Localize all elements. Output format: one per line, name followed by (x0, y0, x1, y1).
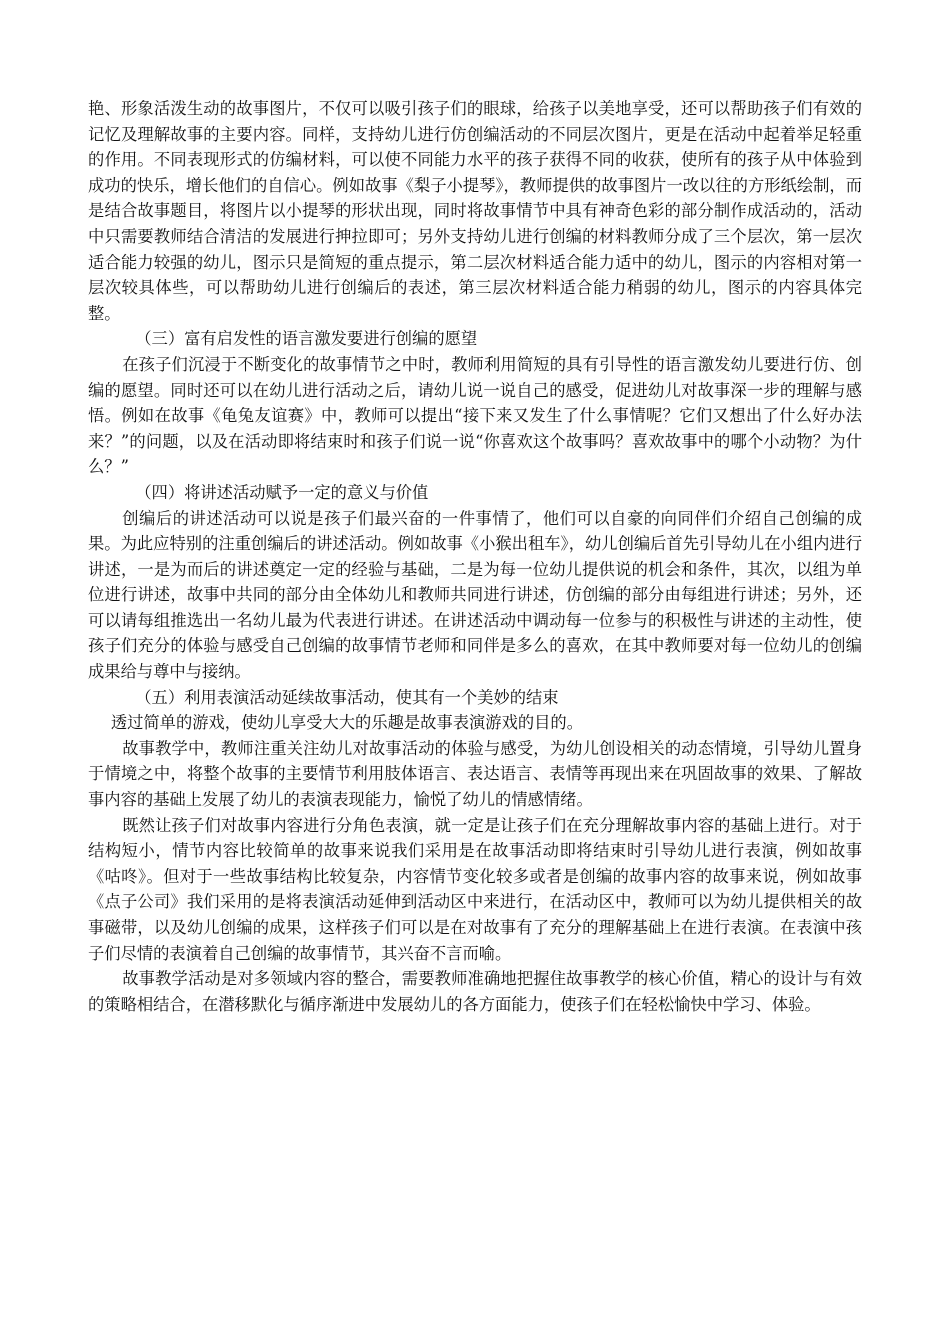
body-paragraph: 故事教学中，教师注重关注幼儿对故事活动的体验与感受，为幼儿创设相关的动态情境，引导幼儿置身于情境之中，将整个故事的主要情节利用肢体语言、表达语言、表情等再现出来在巩固故事的效果、了解故事内容的基础上发展了幼儿的表演表现能力，愉悦了幼儿的情感情绪。 (88, 738, 862, 810)
section-heading: （三）富有启发性的语言激发要进行创编的愿望 (135, 329, 478, 349)
body-paragraph: 透过简单的游戏，使幼儿享受大大的乐趣是故事表演游戏的目的。 (110, 713, 583, 733)
section-heading: （四）将讲述活动赋予一定的意义与价值 (135, 482, 429, 502)
body-paragraph: 既然让孩子们对故事内容进行分角色表演，就一定是让孩子们在充分理解故事内容的基础上进行。对于结构短小，情节内容比较简单的故事来说我们采用是在故事活动即将结束时引导幼儿进行表演，例如故事《咕咚》。但对于一些故事结构比较复杂，内容情节变化较多或者是创编的故事内容的故事来说，例如故事《点子公司》我们采用的是将表演活动延伸到活动区中来进行，在活动区中，教师可以为幼儿提供相关的故事磁带，以及幼儿创编的成果，这样孩子们可以是在对故事有了充分的理解基础上在进行表演。在表演中孩子们尽情的表演着自己创编的故事情节，其兴奋不言而喻。 (88, 815, 862, 963)
body-paragraph: 创编后的讲述活动可以说是孩子们最兴奋的一件事情了，他们可以自豪的向同伴们介绍自己创编的成果。为此应特别的注重创编后的讲述活动。例如故事《小猴出租车》，幼儿创编后首先引导幼儿在小组内进行讲述，一是为而后的讲述奠定一定的经验与基础，二是为每一位幼儿提供说的机会和条件，其次，以组为单位进行讲述，故事中共同的部分由全体幼儿和教师共同进行讲述，仿创编的部分由每组进行讲述；另外，还可以请每组推选出一名幼儿最为代表进行讲述。在讲述活动中调动每一位参与的积极性与讲述的主动性，使孩子们充分的体验与感受自己创编的故事情节老师和同伴是多么的喜欢，在其中教师要对每一位幼儿的创编成果给与尊中与接纳。 (88, 508, 862, 682)
body-paragraph: 在孩子们沉浸于不断变化的故事情节之中时，教师利用简短的具有引导性的语言激发幼儿要进行仿、创编的愿望。同时还可以在幼儿进行活动之后，请幼儿说一说自己的感受，促进幼儿对故事深一步的理解与感悟。例如在故事《龟兔友谊赛》中，教师可以提出“接下来又发生了什么事情呢？它们又想出了什么好办法来？”的问题，以及在活动即将结束时和孩子们说一说“你喜欢这个故事吗？喜欢故事中的哪个小动物？为什么？” (88, 354, 862, 477)
body-paragraph: 故事教学活动是对多领域内容的整合，需要教师准确地把握住故事教学的核心价值，精心的设计与有效的策略相结合，在潜移默化与循序渐进中发展幼儿的各方面能力，使孩子们在轻松愉快中学习、体验。 (88, 969, 862, 1014)
body-paragraph: 艳、形象活泼生动的故事图片，不仅可以吸引孩子们的眼球，给孩子以美地享受，还可以帮助孩子们有效的记忆及理解故事的主要内容。同样，支持幼儿进行仿创编活动的不同层次图片，更是在活动中起着举足轻重的作用。不同表现形式的仿编材料，可以使不同能力水平的孩子获得不同的收获，使所有的孩子从中体验到成功的快乐，增长他们的自信心。例如故事《梨子小提琴》，教师提供的故事图片一改以往的方形纸绘制，而是结合故事题目，将图片以小提琴的形状出现，同时将故事情节中具有神奇色彩的部分制作成活动的，活动中只需要教师结合清洁的发展进行抻拉即可；另外支持幼儿进行创编的材料教师分成了三个层次，第一层次适合能力较强的幼儿，图示只是简短的重点提示，第二层次材料适合能力适中的幼儿，图示的内容相对第一层次较具体些，可以帮助幼儿进行创编后的表述，第三层次材料适合能力稍弱的幼儿，图示的内容具体完整。 (88, 99, 862, 323)
document-page (88, 96, 862, 1017)
section-heading: （五）利用表演活动延续故事活动，使其有一个美妙的结束 (135, 687, 559, 707)
